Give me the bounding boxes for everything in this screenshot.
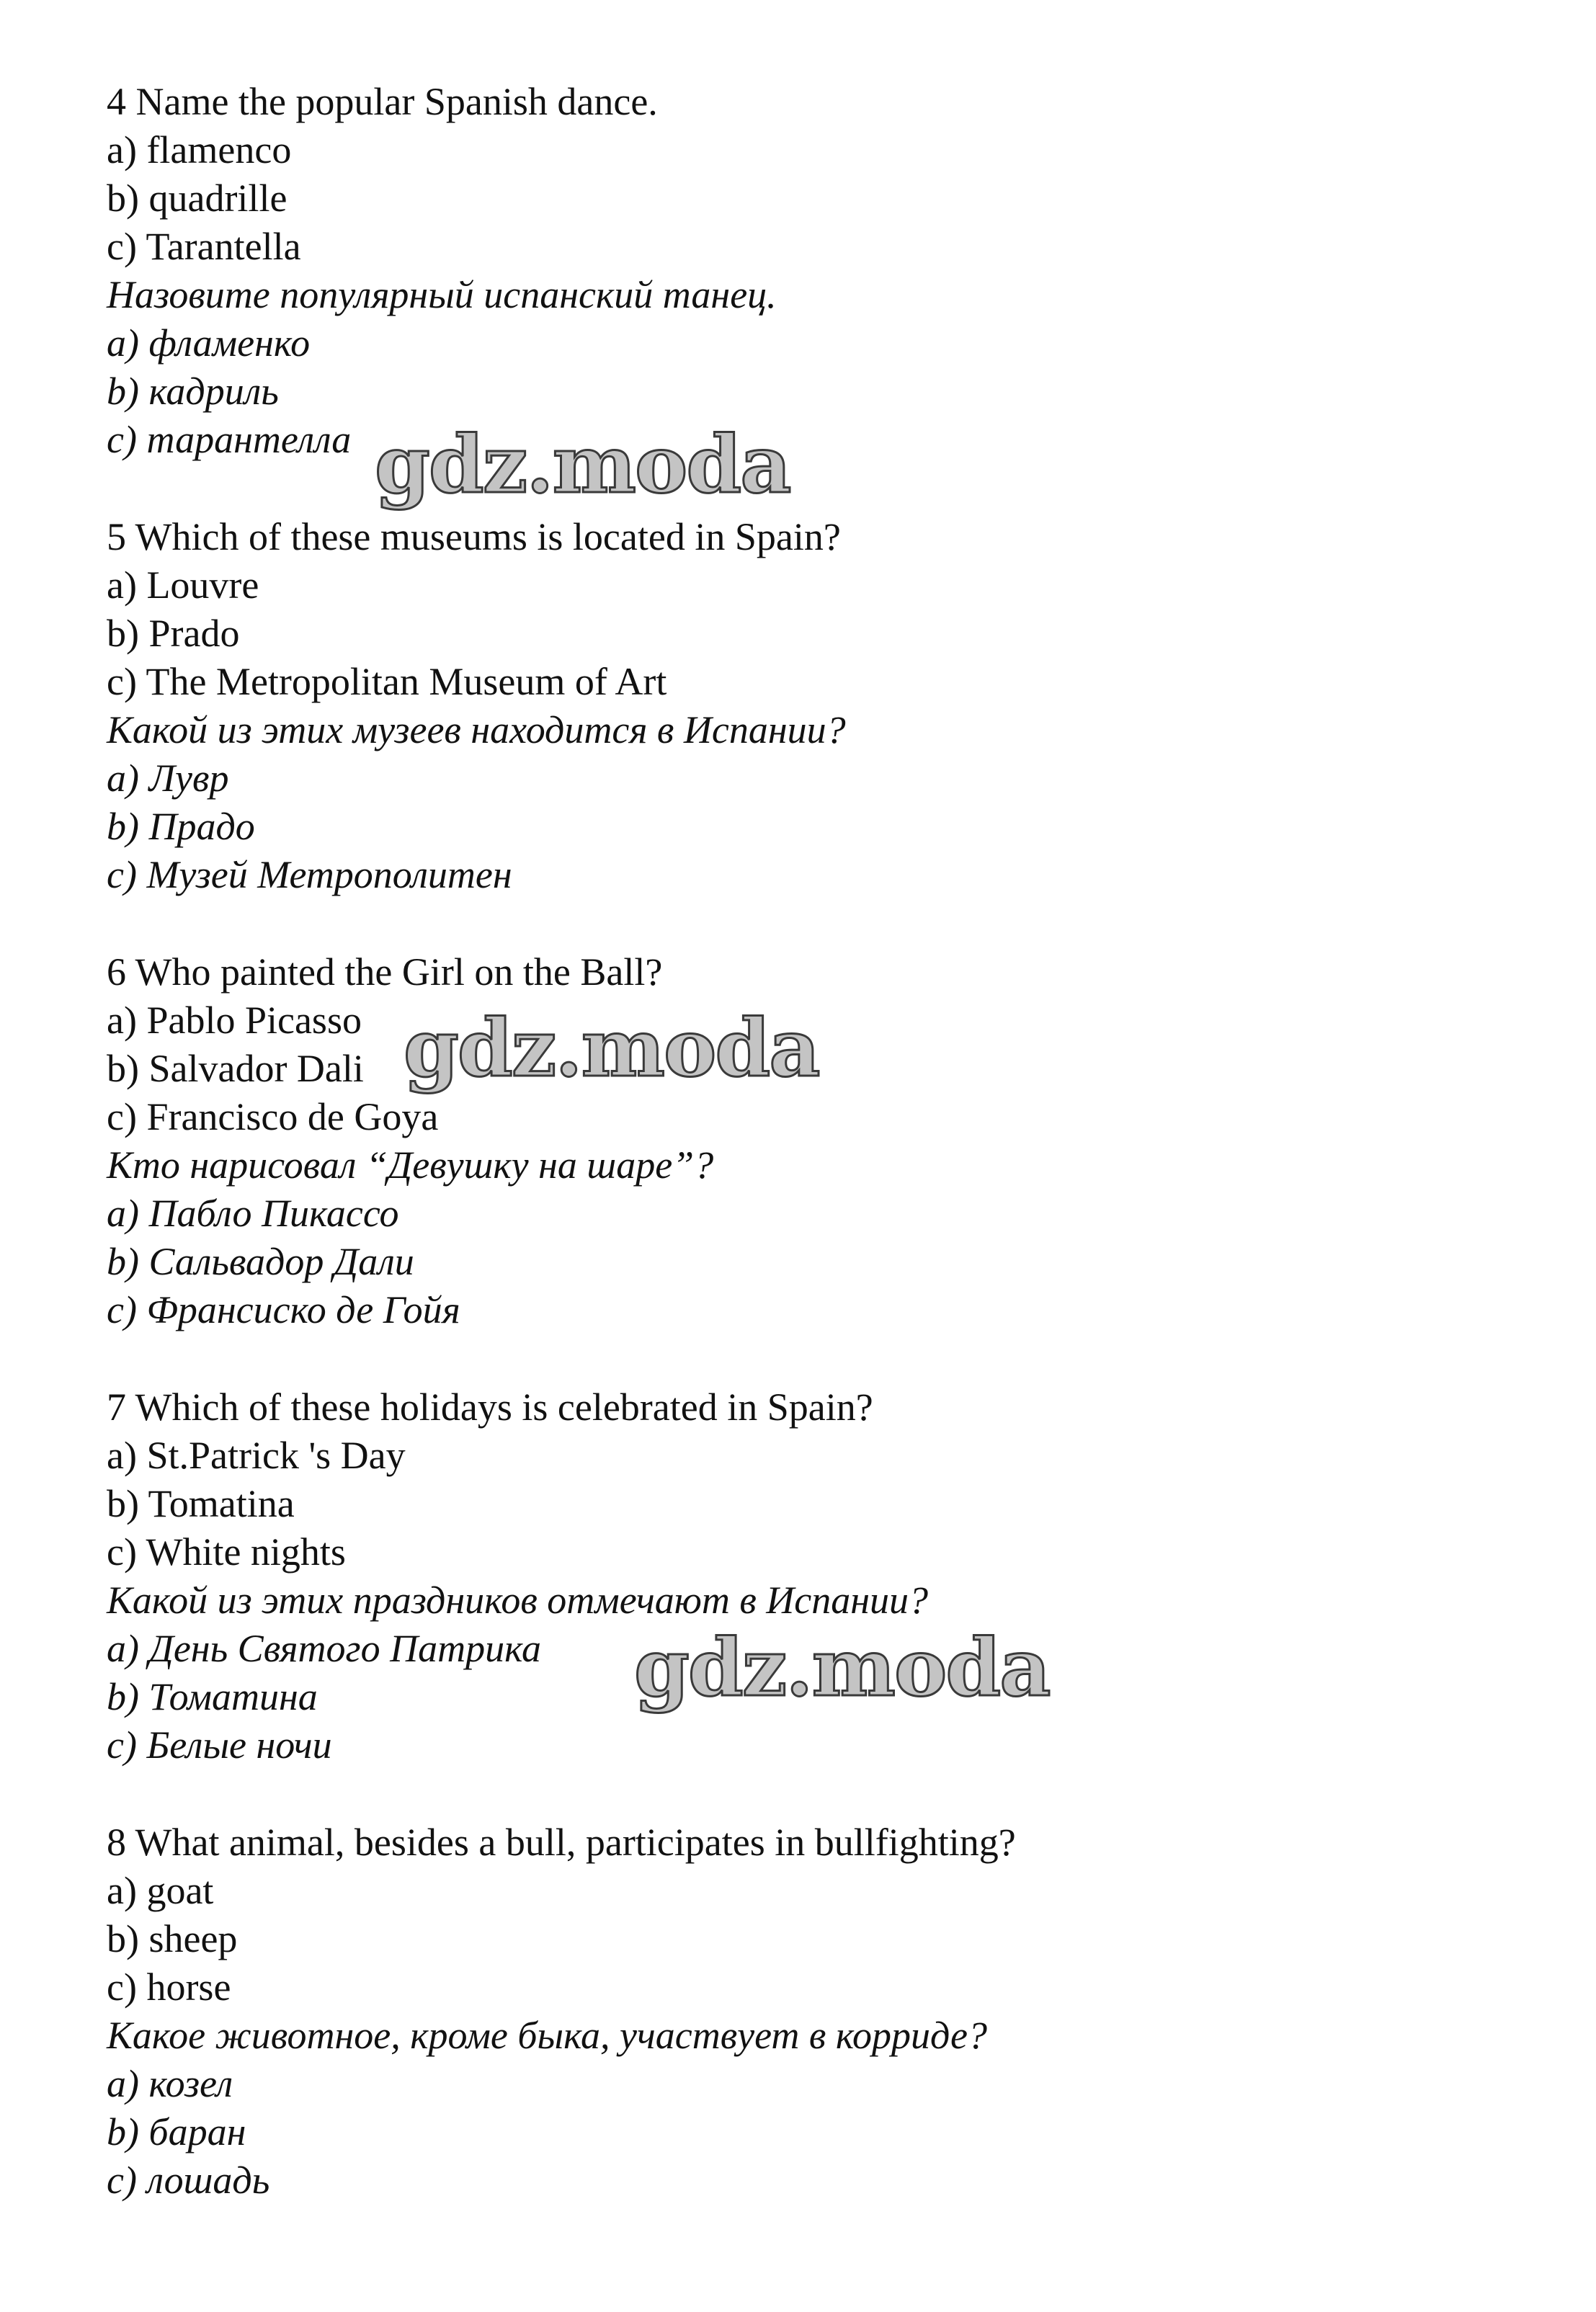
question-6-text: 6 Who painted the Girl on the Ball? — [107, 950, 663, 994]
question-6-option-c: c) Francisco de Goya — [107, 1095, 439, 1138]
question-4-translation: Назовите популярный испанский танец. — [107, 273, 777, 316]
question-6-translation-option-a: a) Пабло Пикассо — [107, 1192, 399, 1235]
question-7-translation-option-c: c) Белые ночи — [107, 1723, 332, 1767]
watermark-logo: gdz.moda — [634, 1621, 1050, 1714]
question-6-translation-option-b: b) Сальвадор Дали — [107, 1240, 414, 1283]
question-7-option-a: a) St.Patrick 's Day — [107, 1434, 406, 1477]
question-5-translation-option-b: b) Прадо — [107, 805, 255, 848]
question-4-translation-option-c: c) тарантелла — [107, 418, 352, 461]
question-6-option-a: a) Pablo Picasso — [107, 999, 362, 1042]
question-8-translation-option-c: c) лошадь — [107, 2159, 270, 2202]
question-8-option-b: b) sheep — [107, 1917, 238, 1960]
question-4-option-a: a) flamenco — [107, 128, 292, 171]
question-4-translation-option-a: a) фламенко — [107, 321, 311, 365]
question-5-option-c: c) The Metropolitan Museum of Art — [107, 660, 667, 703]
question-5-option-a: a) Louvre — [107, 563, 259, 607]
question-8-translation: Какое животное, кроме быка, участвует в корриде? — [107, 2014, 987, 2057]
question-6-option-b: b) Salvador Dali — [107, 1047, 364, 1090]
question-6-translation: Кто нарисовал “Девушку на шаре”? — [107, 1143, 714, 1187]
question-8-translation-option-b: b) баран — [107, 2110, 246, 2153]
watermark-logo: gdz.moda — [375, 418, 790, 511]
question-8-translation-option-a: a) козел — [107, 2062, 233, 2105]
question-7-translation-option-a: a) День Святого Патрика — [107, 1627, 541, 1670]
question-5-translation-option-a: a) Лувр — [107, 756, 229, 800]
question-8-text: 8 What animal, besides a bull, participates in bullfighting? — [107, 1821, 1016, 1864]
question-5-translation: Какой из этих музеев находится в Испании? — [107, 708, 846, 751]
question-7-translation-option-b: b) Томатина — [107, 1675, 318, 1718]
question-4-option-c: c) Tarantella — [107, 225, 301, 268]
question-4-option-b: b) quadrille — [107, 177, 287, 220]
question-7-option-b: b) Tomatina — [107, 1482, 295, 1525]
question-8-option-c: c) horse — [107, 1965, 231, 2009]
question-7-translation: Какой из этих праздников отмечают в Испании? — [107, 1579, 929, 1622]
question-7-text: 7 Which of these holidays is celebrated in Spain? — [107, 1385, 873, 1429]
question-8-option-a: a) goat — [107, 1869, 214, 1912]
watermark-logo: gdz.moda — [404, 1001, 819, 1094]
question-4-text: 4 Name the popular Spanish dance. — [107, 80, 658, 123]
question-6-translation-option-c: c) Франсиско де Гойя — [107, 1288, 460, 1331]
question-5-text: 5 Which of these museums is located in Spain? — [107, 515, 841, 558]
question-5-option-b: b) Prado — [107, 612, 240, 655]
question-7-option-c: c) White nights — [107, 1530, 346, 1574]
question-5-translation-option-c: c) Музей Метрополитен — [107, 853, 512, 896]
question-4-translation-option-b: b) кадриль — [107, 370, 279, 413]
